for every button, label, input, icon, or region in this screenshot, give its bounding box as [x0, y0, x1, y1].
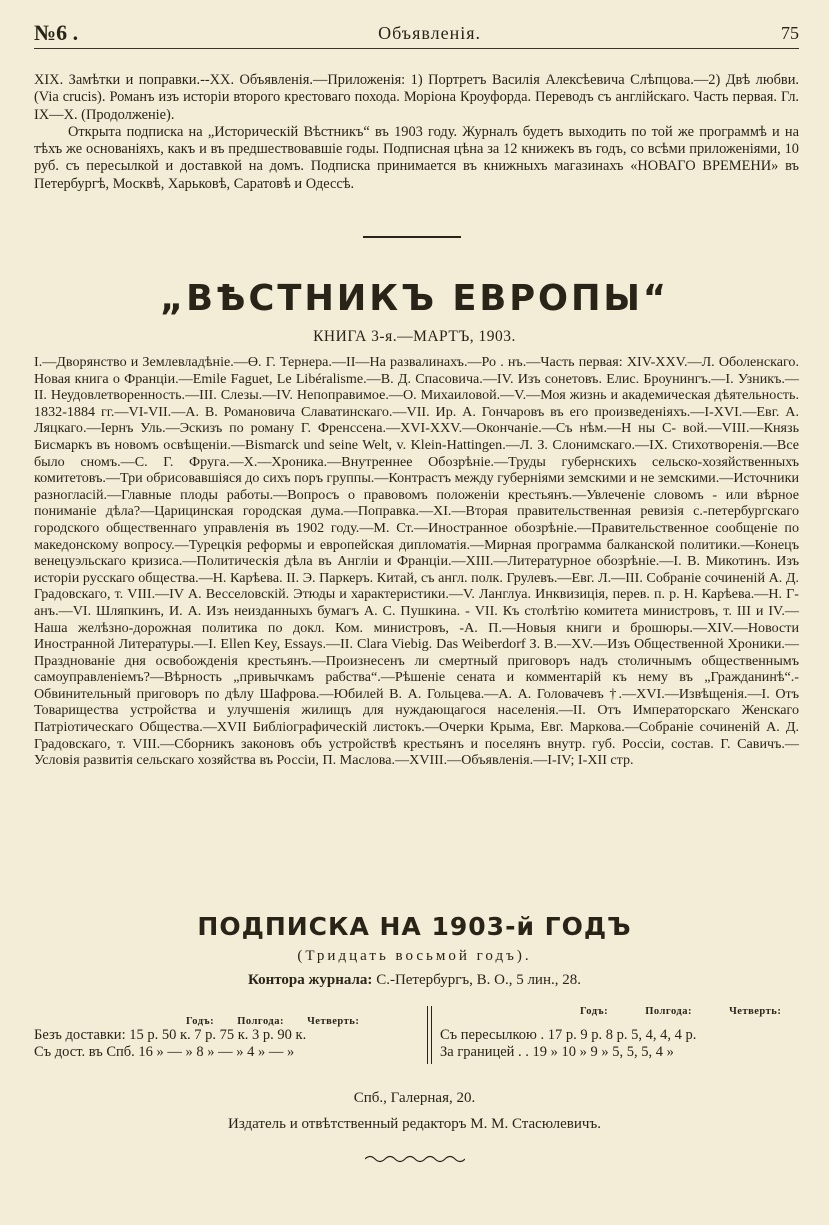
journal-masthead: „ВѢСТНИКЪ ЕВРОПЫ“ — [159, 278, 670, 319]
issue-number: №6 . — [34, 20, 79, 45]
col-quarter: Четверть: — [307, 1016, 360, 1027]
table-of-contents: I.—Дворянство и Землевладѣніе.—Ө. Г. Тернера.—II—На развалинахъ.—Ро . нъ.—Часть первая: XIV-XXV.—Л. Оболенскаго. Новая книга о Франціи.—Emile Faguet, Le Libéralisme.—В. Д. Спасовича.—IV. Изъ сонетовъ. Елис. Броунингъ.—I. Узникъ.—II. Неудовлетворенность.—III. Слезы.—IV. Непоправимое.—О. Михаиловой.—V.—Моя жизнь и академическая дѣятельность. 1832-1884 гг.—VI-VII.—А. В. Романовича Славатинскаго.—VII. Ир. А. Гончаровъ въ его произведеніяхъ.—I-XVI.—Евг. А. Ляцкаго.—Іернъ Уль.—Эскизъ по роману Г. Френссена.—XVI-XXV.—Окончаніе.—Съ нѣм.—Н ны С- вой.—VIII.—Князь Бисмаркъ въ новомъ освѣщеніи.—Bismarck und seine Welt, v. Klein-Hattingen.—Л. З. Слонимскаго.—IX. Стихотворенія.—Все было сномъ.—С. Г. Фруга.—Х.—Хроника.—Внутреннее Обозрѣніе.—Труды губернскихъ сельско-хозяйственныхъ комитетовъ.—Три обрисовавшіяся до сихъ поръ группы.—Контрастъ между губерніями земскими и не земскими.—Источники разногласій.—Главные плоды работы.—Вопросъ о правовомъ положеніи крестьянъ.—Увлеченіе словомъ - или вѣрное пониманіе дѣла?—Царицинская городская дума.—Поправка.—XI.—Вторая правительственная ревизія с.-петербургскаго городского общественнаго управленія въ 1902 году.—М. Ст.—Иностранное обозрѣніе.—Правительственное сообщеніе по македонскому вопросу.—Турецкія реформы и европейская дипломатія.—Мирная программа балканской политики.—Конецъ венецуэльскаго кризиса.—Политическія дѣла въ Англіи и Франціи.—XIII.—Литературное обозрѣніе.—I. В. Микотинъ. Изъ исторіи русскаго общества.—Н. Карѣева. II. Э. Паркеръ. Китай, съ англ. полк. Грулевъ.—Евг. Л.—III. Собраніе сочиненій А. Д. Градовскаго, т. VIII.—IV А. Весcеловскій. Этюды и характеристики.—V. Ланглуа. Инквизиція, перев. п. р. Н. Карѣева.—Н. Г-анъ.—VI. Шляпкинъ, И. А. Изъ неизданныхъ бумагъ А. С. Пушкина. - VII. Къ столѣтію комитета министровъ, т. III и IV.—Наша желѣзно-дорожная политика по докл. Ком. министровъ, -А. П.—Новыя книги и брошюры.—XIV.—Новости Иностранной Литературы.—I. Ellen Key, Essays.—II. Clara Viebig. Das Weiberdorf З. В.—XV.—Изъ Общественной Хроники.—Празднованіе дня освобожденія крестьянъ.—Произнесенъ ли смертный приговоръ надъ столичнымъ общественнымъ самоуправленіемъ?—Вѣрность „привычкамъ рабства“.—Рѣшеніе сената и комментарій къ нему въ „Гражданинѣ“.- Обвинительный приговоръ по дѣлу Шафрова.—Юбилей В. А. Гольцева.—А. А. Головачевъ †.—XVI.—Извѣщенія.—I. Отъ Товарищества устройства и улучшенія жилищъ для нуждающагося населенія.—II. Отъ Императорскаго Женскаго Патріотическаго Общества.—XVII Библіографическій листокъ.—Очерки Крыма, Евг. Маркова.—Собраніе сочиненій А. Д. Градовскаго, т. VIII.—Сборникъ законовъ объ устройствѣ крестьянъ и поселянъ внутр. губ. Россіи, состав. Г. Савичъ.—Условія развитія сельскаго хозяйства въ Россіи, П. Маслова.—XVIII.—Объявленія.—I-IV; I-XII стр. — [34, 354, 799, 769]
wavy-rule-icon — [365, 1154, 465, 1164]
col-quarter: Четверть: — [729, 1006, 782, 1017]
subscription-title: ПОДПИСКА НА 1903-й ГОДЪ — [197, 912, 632, 941]
subscription-paragraph: Открыта подписка на „Историческій Вѣстникъ“ въ 1903 году. Журналъ будетъ выходить по той же программѣ и на тѣхъ же основаніяхъ, какъ и въ предшествовавшіе годы. Подписная цѣна за 12 книжекъ въ годъ, со всѣми приложеніями, 10 руб. съ пересылкой и доставкой на домъ. Подписка принимается въ книжныхъ магазинахъ «НОВАГО ВРЕМЕНИ» въ Петербургѣ, Москвѣ, Харьковѣ, Саратовѣ и Одессѣ. — [34, 123, 799, 192]
city-address: Спб., Галерная, 20. — [353, 1090, 476, 1106]
price-header-right — [440, 1006, 800, 1017]
col-half: Полгода: — [645, 1006, 692, 1017]
price-table-left — [34, 1016, 414, 1061]
col-year: Годъ: — [186, 1016, 215, 1027]
table-separator — [427, 1006, 432, 1064]
col-half: Полгода: — [237, 1016, 284, 1027]
price-row: За границей . . 19 » 10 » 9 » 5, 5, 5, 4 » — [440, 1044, 674, 1060]
price-row: Съ дост. въ Спб. 16 » — » 8 » — » 4 » — » — [34, 1044, 295, 1060]
top-text — [34, 72, 799, 193]
price-tables — [34, 1006, 799, 1078]
page-header — [34, 18, 799, 49]
office-address: С.-Петербургъ, В. О., 5 лин., 28. — [376, 972, 581, 988]
price-table-right — [440, 1006, 800, 1061]
price-row: Безъ доставки: 15 р. 50 к. 7 р. 75 к. 3 р. 90 к. — [34, 1027, 307, 1043]
price-header-left — [34, 1016, 414, 1027]
col-year: Годъ: — [580, 1006, 609, 1017]
issue-line: КНИГА 3-я.—МАРТЪ, 1903. — [313, 328, 516, 345]
office-line — [0, 972, 829, 989]
year-number: (Тридцать восьмой годъ). — [297, 948, 532, 964]
section-title: Объявленія. — [378, 22, 482, 43]
editor-line: Издатель и отвѣтственный редакторъ М. М. Стасюлевичъ. — [228, 1116, 601, 1132]
office-label: Контора журнала: — [247, 972, 373, 988]
section-divider — [363, 236, 461, 238]
page-number: 75 — [781, 22, 799, 43]
appendix-paragraph: XIX. Замѣтки и поправки.--XX. Объявленія.—Приложенія: 1) Портретъ Василія Алексѣевича Слѣпцова.—2) Двѣ любви. (Via crucis). Романъ изъ исторіи второго крестоваго похода. Моріона Кроуфорда. Переводъ съ англійскаго. Часть первая. Гл. IX—X. (Продолженіе). — [34, 72, 799, 123]
price-row: Съ пересылкою . 17 р. 9 р. 8 р. 5, 4, 4, 4 р. — [440, 1027, 697, 1043]
header-spacer — [440, 1017, 800, 1027]
